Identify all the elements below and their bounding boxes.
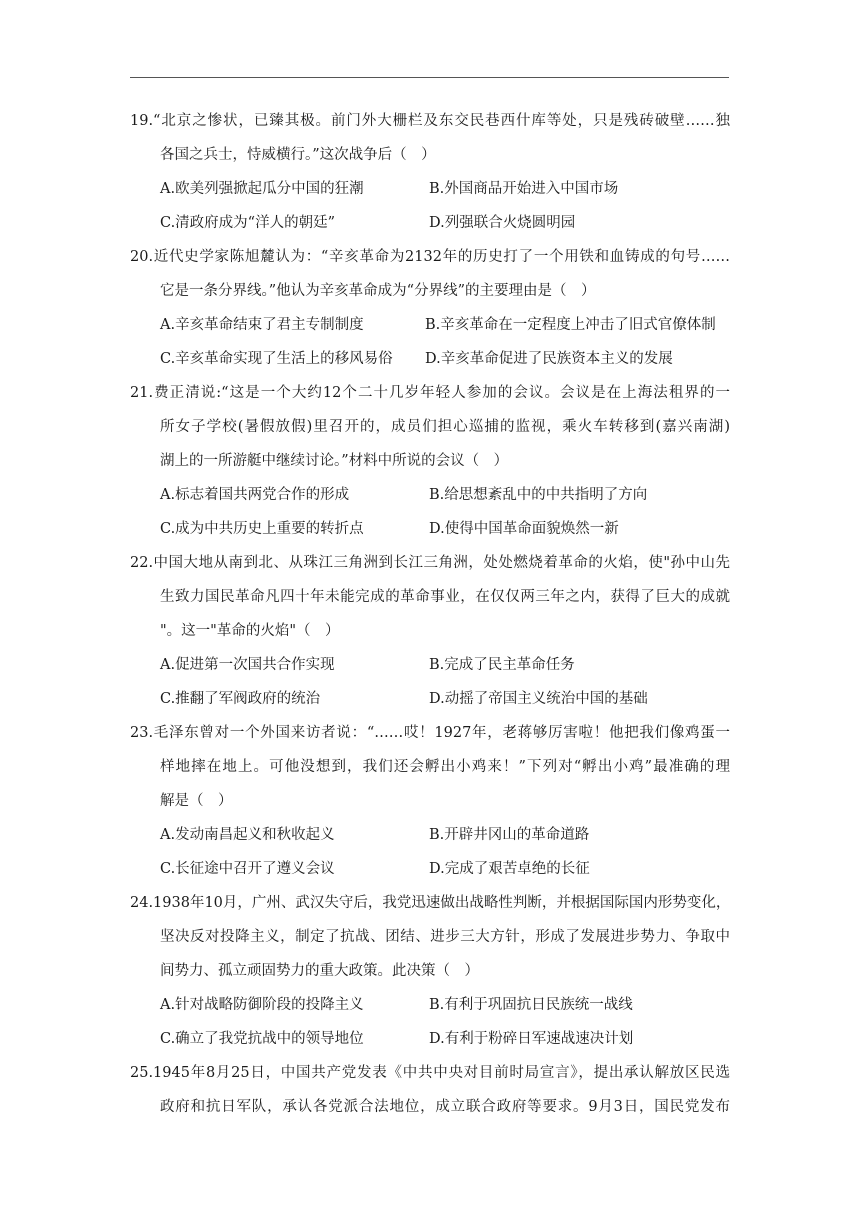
question-stem-line: 间势力、孤立顽固势力的重大政策。此决策（ ）: [160, 963, 479, 979]
option-row: [130, 988, 730, 1022]
option-c: C.确立了我党抗战中的领导地位: [160, 1031, 364, 1047]
question-21: [130, 376, 730, 546]
option-row: [130, 648, 730, 682]
header-rule: [130, 77, 729, 78]
option-a: A.发动南昌起义和秋收起义: [160, 827, 335, 843]
question-stem-line: 25.1945年8月25日，中国共产党发表《中共中央对目前时局宣言》，提出承认解放区民选: [130, 1065, 730, 1081]
question-stem-line: 22.中国大地从南到北、从珠江三角洲到长江三角洲，处处燃烧着革命的火焰，使"孙中山先: [130, 555, 730, 571]
option-row: [130, 206, 730, 240]
option-b: B.给思想紊乱中的中共指明了方向: [429, 487, 648, 503]
option-c: C.推翻了军阀政府的统治: [160, 691, 321, 707]
question-stem-line: 生致力国民革命凡四十年未能完成的革命事业，在仅仅两三年之内，获得了巨大的成就: [160, 589, 730, 605]
option-c: C.辛亥革命实现了生活上的移风易俗: [160, 351, 393, 367]
option-d: D.完成了艰苦卓绝的长征: [429, 861, 590, 877]
option-d: D.辛亥革命促进了民族资本主义的发展: [425, 351, 673, 367]
question-stem-line: 湖上的一所游艇中继续讨论。”材料中所说的会议（ ）: [160, 453, 509, 469]
question-stem-line: 21.费正清说:“这是一个大约12个二十几岁年轻人参加的会议。会议是在上海法租界的一: [130, 385, 730, 401]
question-stem-line: 政府和抗日军队，承认各党派合法地位，成立联合政府等要求。9月3日，国民党发布: [160, 1099, 730, 1115]
question-stem-line: 坚决反对投降主义，制定了抗战、团结、进步三大方针，形成了发展进步势力、争取中: [160, 929, 730, 945]
question-stem-line: 样地摔在地上。可他没想到，我们还会孵出小鸡来！”下列对“孵出小鸡”最准确的理: [160, 759, 730, 775]
option-c: C.成为中共历史上重要的转折点: [160, 521, 364, 537]
option-a: A.促进第一次国共合作实现: [160, 657, 335, 673]
option-c: C.长征途中召开了遵义会议: [160, 861, 335, 877]
option-row: [130, 852, 730, 886]
option-d: D.使得中国革命面貌焕然一新: [429, 521, 619, 537]
option-row: [130, 1022, 730, 1056]
option-b: B.完成了民主革命任务: [429, 657, 575, 673]
question-25: [130, 1056, 730, 1124]
question-20: [130, 240, 730, 376]
question-19: [130, 104, 730, 240]
option-row: [130, 682, 730, 716]
question-stem-line: 各国之兵士，恃威横行。”这次战争后（ ）: [160, 147, 436, 163]
question-23: [130, 716, 730, 886]
question-22: [130, 546, 730, 716]
option-d: D.列强联合火烧圆明园: [429, 215, 576, 231]
question-stem-line: 19.“北京之惨状，已臻其极。前门外大栅栏及东交民巷西什库等处，只是残砖破壁……独: [130, 113, 730, 129]
option-b: B.有利于巩固抗日民族统一战线: [429, 997, 633, 1013]
question-stem-line: 23.毛泽东曾对一个外国来访者说：“……哎！1927年，老蒋够厉害啦！他把我们像鸡蛋一: [130, 725, 730, 741]
option-row: [130, 342, 730, 376]
question-stem-line: 24.1938年10月，广州、武汉失守后，我党迅速做出战略性判断，并根据国际国内形势变化，: [130, 895, 730, 911]
question-stem-line: 它是一条分界线。”他认为辛亥革命成为“分界线”的主要理由是（ ）: [160, 283, 596, 299]
option-d: D.动摇了帝国主义统治中国的基础: [429, 691, 648, 707]
option-a: A.辛亥革命结束了君主专制制度: [160, 317, 364, 333]
option-row: [130, 308, 730, 342]
question-stem-line: "。这一"革命的火焰"（ ）: [160, 623, 340, 639]
option-row: [130, 818, 730, 852]
option-a: A.标志着国共两党合作的形成: [160, 487, 350, 503]
option-c: C.清政府成为“洋人的朝廷”: [160, 215, 336, 231]
option-row: [130, 478, 730, 512]
option-b: B.辛亥革命在一定程度上冲击了旧式官僚体制: [425, 317, 716, 333]
option-row: [130, 512, 730, 546]
question-24: [130, 886, 730, 1056]
option-b: B.外国商品开始进入中国市场: [429, 181, 619, 197]
question-list: [130, 104, 730, 1124]
question-stem-line: 20.近代史学家陈旭麓认为：“辛亥革命为2132年的历史打了一个用铁和血铸成的句号……: [130, 249, 730, 265]
option-row: [130, 172, 730, 206]
option-b: B.开辟井冈山的革命道路: [429, 827, 590, 843]
question-stem-line: 所女子学校(暑假放假)里召开的，成员们担心巡捕的监视，乘火车转移到(嘉兴南湖): [160, 419, 730, 435]
question-stem-line: 解是（ ）: [160, 793, 233, 809]
option-a: A.欧美列强掀起瓜分中国的狂潮: [160, 181, 364, 197]
option-a: A.针对战略防御阶段的投降主义: [160, 997, 364, 1013]
option-d: D.有利于粉碎日军速战速决计划: [429, 1031, 634, 1047]
